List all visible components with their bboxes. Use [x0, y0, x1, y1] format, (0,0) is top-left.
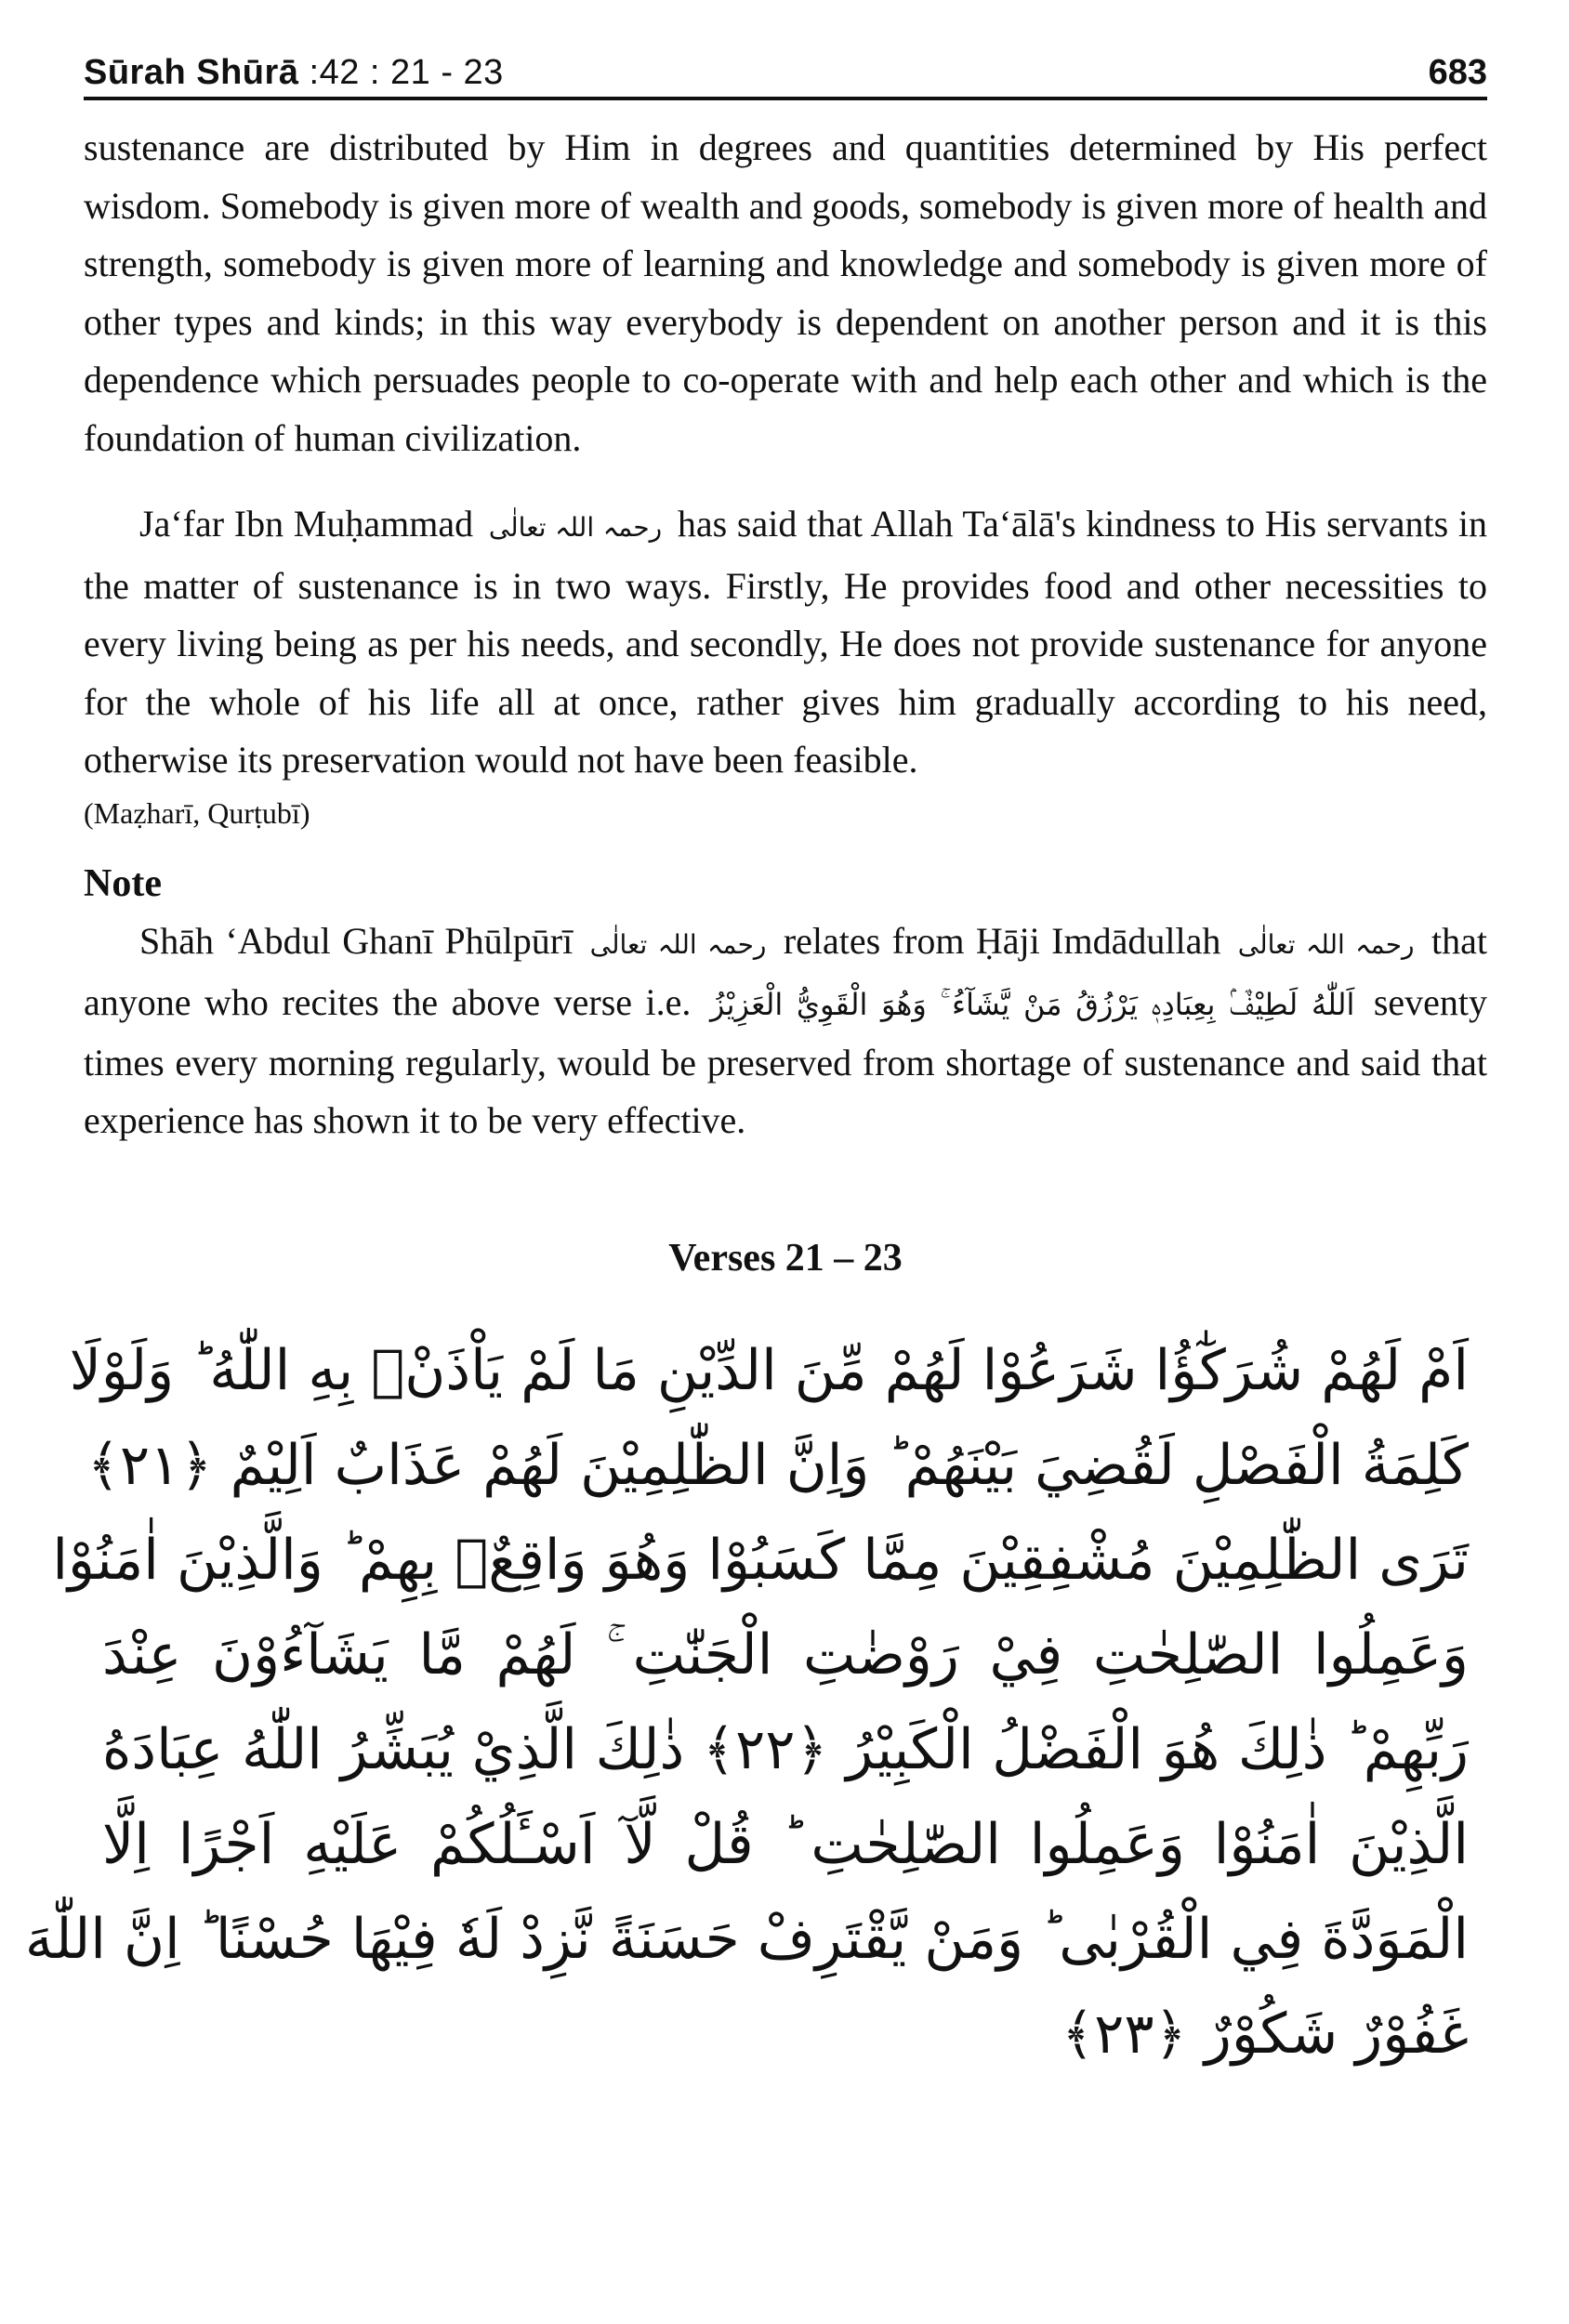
verse-line: تَرَى الظّٰلِمِيْنَ مُشْفِقِيْنَ مِمَّا كَسَبُوْا وَهُوَ وَاقِعٌۢ بِهِمْ ؕ وَالَّذِيْنَ اٰمَنُوْا [52, 1527, 1469, 1593]
verse-line: الَّذِيْنَ اٰمَنُوْا وَعَمِلُوا الصّٰلِحٰتِ ؕ قُلْ لَّآ اَسْـَٔلُكُمْ عَلَيْهِ اَجْرًا اِلَّا [102, 1811, 1469, 1877]
book-page [24, 0, 1488, 2324]
surah-name: Sūrah Shūrā [84, 53, 299, 92]
honorific-arabic: رحمہ اللہ تعالٰی [488, 512, 663, 543]
honorific-arabic: رحمہ اللہ تعالٰی [589, 928, 767, 960]
paragraph-sustenance: sustenance are distributed by Him in degrees and quantities determined by His perfect wisdom. Somebody is given more of wealth and goods, somebody is given more of health and strength, somebody is given more of learning and knowledge and somebody is given more of other types and kinds; in this way everybody is dependent on another person and it is this dependence which persuades people to co-operate with and help each other and which is the foundation of human civilization. [84, 126, 1487, 459]
running-head [84, 53, 504, 93]
verse-line: غَفُوْرٌ شَكُوْرٌ ﴿۲۳﴾ [1061, 2001, 1469, 2067]
note-text-1: Shāh ‘Abdul Ghanī Phūlpūrī [139, 919, 574, 962]
page-header [84, 37, 1487, 93]
verse-line: اَمْ لَهُمْ شُرَكٰٓؤُا شَرَعُوْا لَهُمْ مِّنَ الدِّيْنِ مَا لَمْ يَاْذَنْۢ بِهِ اللّٰهُ ؕ وَلَوْلَا [69, 1337, 1469, 1403]
verse-line: رَبِّهِمْ ؕ ذٰلِكَ هُوَ الْفَضْلُ الْكَبِيْرُ ﴿۲۲﴾ ذٰلِكَ الَّذِيْ يُبَشِّرُ اللّٰهُ عِبَادَهُ [102, 1716, 1469, 1782]
verse-line: كَلِمَةُ الْفَصْلِ لَقُضِيَ بَيْنَهُمْ ؕ وَاِنَّ الظّٰلِمِيْنَ لَهُمْ عَذَابٌ اَلِيْمٌ ﴿۲۱﴾ [86, 1432, 1469, 1498]
verses-heading: Verses 21 – 23 [668, 1236, 903, 1280]
verse-line: الْمَوَدَّةَ فِي الْقُرْبٰى ؕ وَمَنْ يَّقْتَرِفْ حَسَنَةً نَّزِدْ لَهٗ فِيْهَا حُسْنًا ؕ اِنَّ اللّٰهَ [24, 1906, 1469, 1972]
note-text-2: relates from Ḥāji Imdādullah [783, 919, 1221, 962]
paragraph-jafar-rest: has said that Allah Ta‘ālā's kindness to His servants in the matter of sustenance is in two ways. Firstly, He provides food and other necessities to every living being as per his needs, and secondly, He does not provide sustenance for anyone for the whole of his life all at once, rather gives him gradually according to his need, otherwise its preservation would not have been feasible. [84, 503, 1487, 781]
page-body [24, 119, 1488, 2081]
note-text-4: seventy times every morning regularly, would be preserved from shortage of sustenance and said that experience has shown it to be very effective. [84, 981, 1488, 1141]
note-text-3: that anyone who recites the above verse i.e. [84, 919, 1487, 1023]
note-heading: Note [84, 861, 162, 905]
honorific-arabic: رحمہ اللہ تعالٰی [1237, 928, 1415, 960]
source-citation: (Maẓharī, Qurṭubī) [84, 795, 310, 830]
page-number: 683 [1428, 53, 1487, 92]
verse-line: وَعَمِلُوا الصّٰلِحٰتِ فِيْ رَوْضٰتِ الْجَنّٰتِ ۚ لَهُمْ مَّا يَشَآءُوْنَ عِنْدَ [102, 1622, 1469, 1687]
arabic-verses-block [24, 1323, 1487, 2081]
quoted-verse-arabic: اَللّٰهُ لَطِيْفٌۢ بِعِبَادِهٖ يَرْزُقُ مَنْ يَّشَآءُ ۚ وَهُوَ الْقَوِيُّ الْعَزِيْزُ [709, 987, 1355, 1022]
note-paragraph [84, 913, 1487, 1150]
verse-reference: :42 : 21 - 23 [298, 53, 504, 92]
paragraph-jafar-start: Ja‘far Ibn Muḥammad [139, 503, 474, 545]
header-rule [84, 97, 1487, 100]
paragraph-jafar [84, 495, 1487, 790]
